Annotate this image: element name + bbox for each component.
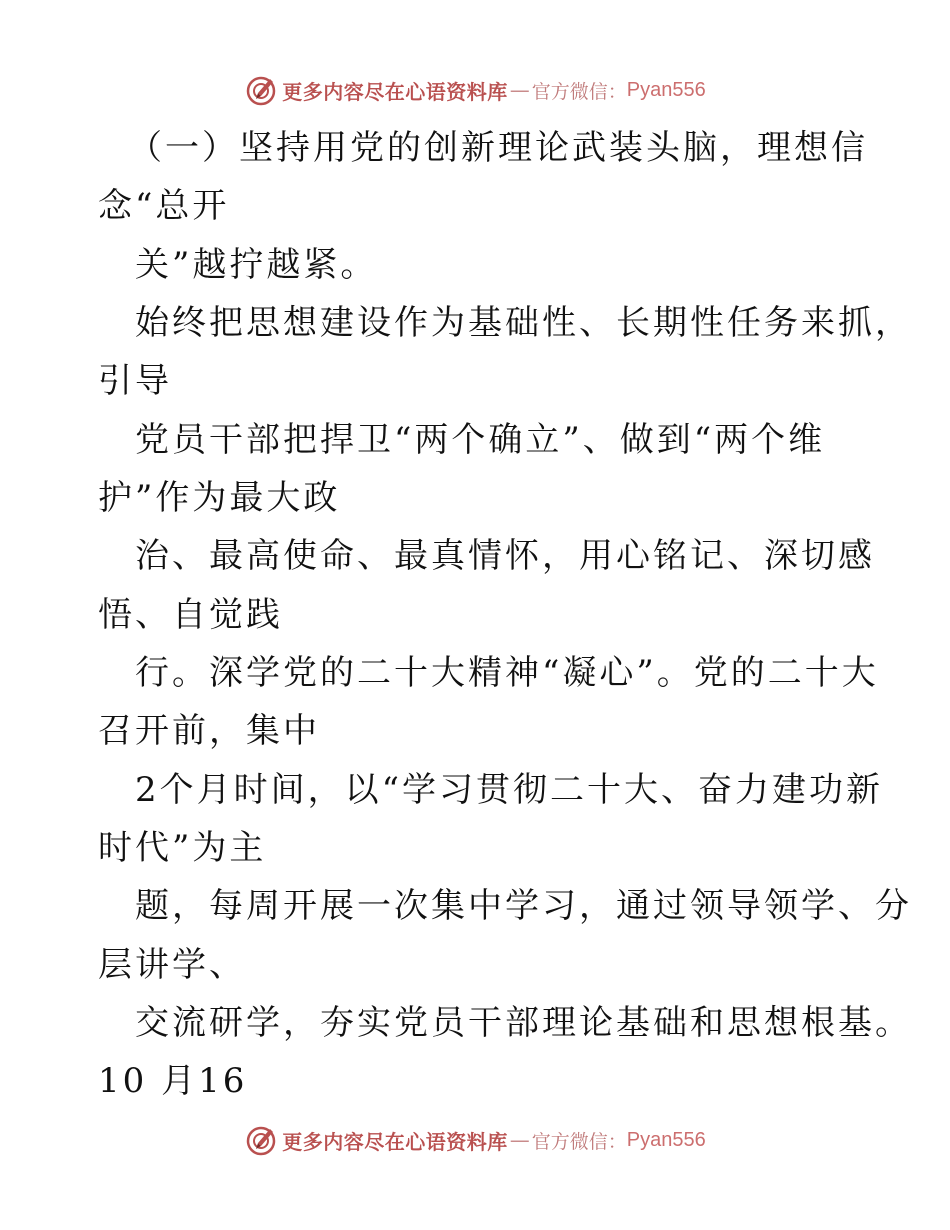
text-line: 行。深学党的二十大精神“凝心”。党的二十大 [135, 653, 879, 693]
text-line: 题，每周开展一次集中学习，通过领导领学、分 [135, 886, 912, 926]
text-line: （一）坚持用党的创新理论武装头脑，理想信 [128, 128, 868, 168]
banner-wechat-id: Pyan556 [626, 1128, 706, 1151]
footer-banner [0, 1120, 950, 1160]
text-line: 层讲学、 [98, 945, 246, 985]
text-line: 始终把思想建设作为基础性、长期性任务来抓， [135, 303, 912, 343]
text-line: 交流研学，夯实党员干部理论基础和思想根基。 [135, 1003, 912, 1043]
pen-nib-circle-icon [244, 1123, 278, 1157]
text-line: 党员干部把捍卫“两个确立”、做到“两个维 [135, 420, 826, 460]
text-line: 时代”为主 [98, 828, 267, 868]
text-line: 护”作为最大政 [98, 478, 341, 518]
banner-official-label: 官方微信： [531, 1130, 627, 1153]
banner-dash: — [509, 1128, 530, 1152]
text-line: 念“总开 [98, 186, 230, 226]
banner-official-label: 官方微信： [531, 80, 627, 103]
banner-dash: — [509, 78, 530, 102]
text-line: 召开前，集中 [98, 711, 320, 751]
banner-text: 更多内容尽在心语资料库 [282, 79, 508, 104]
banner-wechat-id: Pyan556 [626, 78, 706, 101]
text-line: 治、最高使命、最真情怀，用心铭记、深切感 [135, 536, 875, 576]
text-line: 10 月16 [98, 1061, 248, 1101]
text-line: 悟、自觉践 [98, 595, 283, 635]
banner-text: 更多内容尽在心语资料库 [282, 1129, 508, 1154]
text-line: 关”越拧越紧。 [135, 245, 378, 285]
text-line: 2个月时间，以“学习贯彻二十大、奋力建功新 [135, 770, 884, 810]
text-line: 引导 [98, 361, 172, 401]
